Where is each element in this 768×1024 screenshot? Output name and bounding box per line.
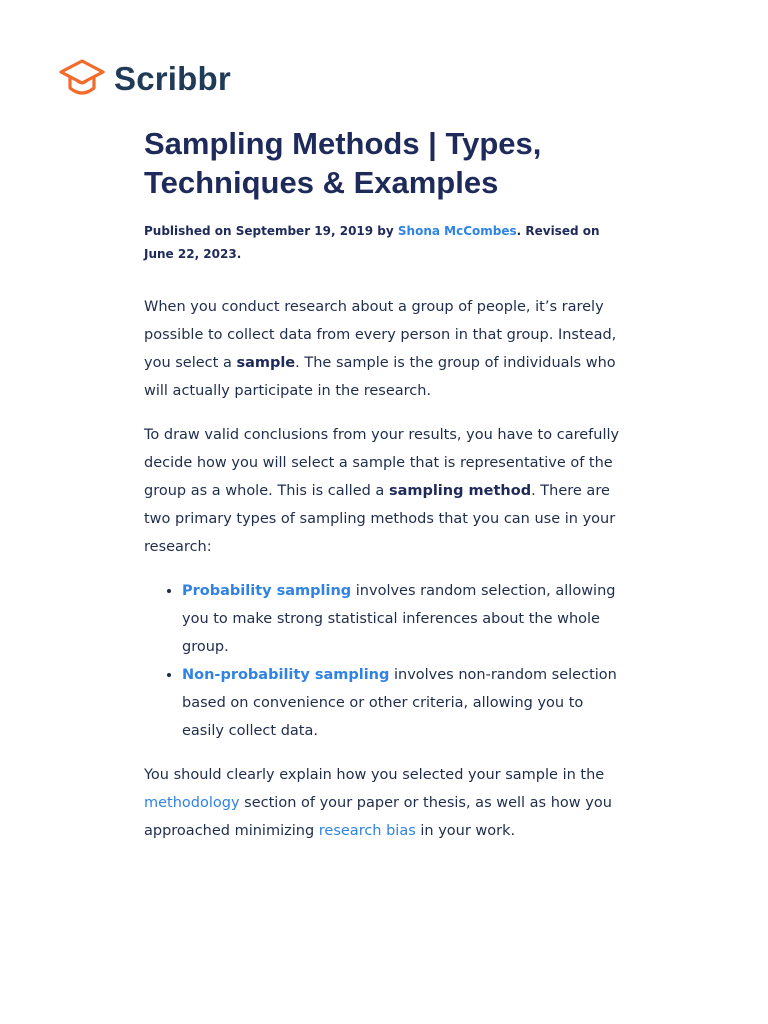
paragraph-text: section of your paper or thesis, as well as how you approached minimizing bbox=[144, 795, 612, 839]
paragraph-text: To draw valid conclusions from your results, you have to carefully decide how you will select a sample that is representative of the group as a whole. This is called a bbox=[144, 427, 620, 499]
paragraph-text: in your work. bbox=[415, 823, 516, 839]
paragraph-sampling-method bbox=[144, 421, 626, 561]
paragraph-text: You should clearly explain how you selected your sample in the bbox=[144, 767, 605, 783]
term-sampling-method: sampling method bbox=[388, 483, 532, 499]
term-sample: sample bbox=[236, 355, 296, 371]
list-item bbox=[182, 577, 626, 661]
non-probability-sampling-link[interactable]: Non-probability sampling bbox=[182, 667, 390, 683]
article-body bbox=[144, 293, 626, 845]
author-link[interactable]: Shona McCombes bbox=[397, 224, 517, 238]
brand-name: Scribbr bbox=[114, 60, 231, 97]
paragraph-conclusion bbox=[144, 761, 626, 845]
probability-sampling-link[interactable]: Probability sampling bbox=[182, 583, 352, 599]
article bbox=[144, 124, 626, 861]
article-meta bbox=[144, 220, 626, 266]
sampling-types-list bbox=[144, 577, 626, 745]
published-date: Published on September 19, 2019 by bbox=[144, 224, 398, 238]
title-line-2: Techniques & Examples bbox=[144, 165, 499, 200]
revised-date: . Revised on June 22, 2023. bbox=[144, 224, 600, 261]
paragraph-text: . There are two primary types of sampling methods that you can use in your research: bbox=[144, 483, 616, 555]
list-item-text: involves random selection, allowing you to make strong statistical inferences about the whole group. bbox=[182, 583, 616, 655]
title-line-1: Sampling Methods | Types, bbox=[144, 126, 542, 161]
graduation-cap-icon bbox=[58, 58, 106, 100]
paragraph-intro bbox=[144, 293, 626, 405]
research-bias-link[interactable]: research bias bbox=[318, 823, 416, 839]
scribbr-logo[interactable] bbox=[58, 58, 231, 100]
list-item bbox=[182, 661, 626, 745]
methodology-link[interactable]: methodology bbox=[144, 795, 240, 811]
list-item-text: involves non-random selection based on convenience or other criteria, allowing you to easily collect data. bbox=[182, 667, 617, 739]
paragraph-text: When you conduct research about a group of people, it’s rarely possible to collect data from every person in that group. Instead, you select a bbox=[144, 299, 617, 371]
paragraph-text: . The sample is the group of individuals who will actually participate in the research. bbox=[144, 355, 616, 399]
article-title bbox=[144, 124, 626, 202]
